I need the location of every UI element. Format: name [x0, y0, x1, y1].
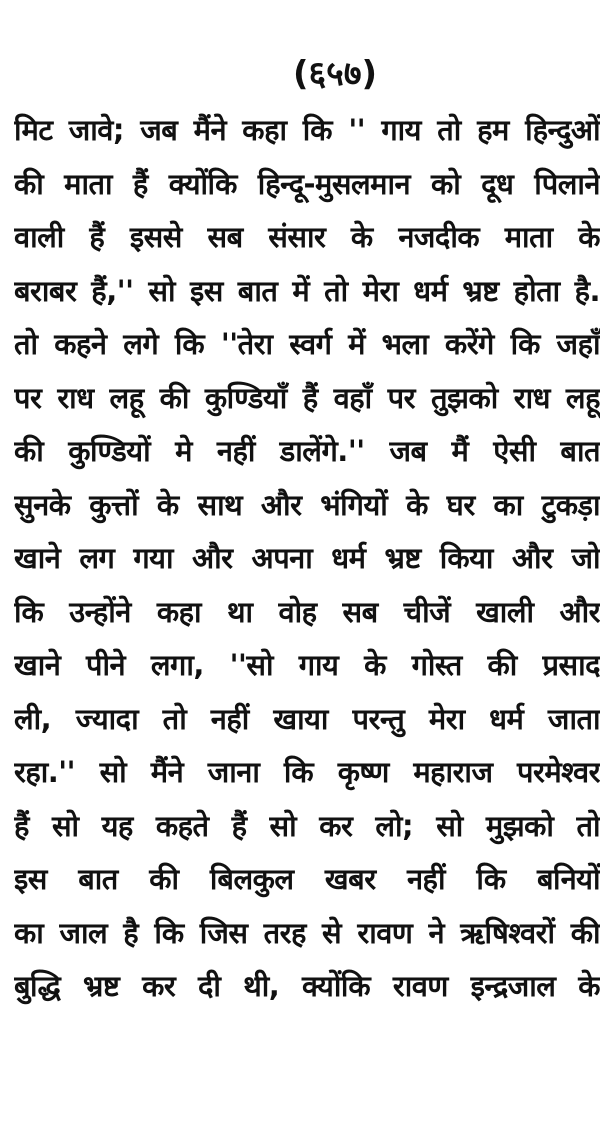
text-line: खाने पीने लगा, ''सो गाय के गोस्त की प्रसाद: [14, 648, 600, 682]
text-line: हैं सो यह कहते हैं सो कर लो; सो मुझको तो: [14, 808, 600, 843]
text-line: ली, ज्यादा तो नहीं खाया परन्तु मेरा धर्म जाता: [14, 701, 600, 736]
text-line: कि उन्होंने कहा था वोह सब चीजें खाली और: [14, 594, 600, 629]
text-line: पर राध लहू की कुण्डियाँ हैं वहाँ पर तुझको राध लहू: [14, 380, 600, 415]
text-line: मिट जावे; जब मैंने कहा कि '' गाय तो हम हिन्दुओं: [14, 113, 600, 147]
text-line: तो कहने लगे कि ''तेरा स्वर्ग में भला करेंगे कि जहाँ: [14, 327, 600, 361]
body-text: [14, 104, 600, 1014]
text-line: बुद्धि भ्रष्ट कर दी थी, क्योंकि रावण इन्द्रजाल के: [14, 969, 600, 1003]
text-line: रहा.'' सो मैंने जाना कि कृष्ण महाराज परमेश्वर: [14, 755, 600, 789]
text-line: का जाल है कि जिस तरह से रावण ने ऋषिश्वरों की: [14, 915, 600, 950]
text-line: इस बात की बिलकुल खबर नहीं कि बनियों: [14, 862, 600, 896]
text-line: की कुण्डियों मे नहीं डालेंगे.'' जब मैं ऐसी बात: [14, 434, 600, 468]
text-line: बराबर हैं,'' सो इस बात में तो मेरा धर्म भ्रष्ट होता है.: [14, 273, 600, 308]
text-line: सुनके कुत्तों के साथ और भंगियों के घर का टुकड़ा: [14, 487, 600, 522]
text-line: खाने लग गया और अपना धर्म भ्रष्ट किया और जो: [14, 541, 600, 575]
page-number: (६५७): [292, 54, 378, 94]
text-line: की माता हैं क्योंकि हिन्दू-मुसलमान को दूध पिलाने: [14, 166, 600, 201]
text-line: वाली हैं इससे सब संसार के नजदीक माता के: [14, 220, 600, 254]
